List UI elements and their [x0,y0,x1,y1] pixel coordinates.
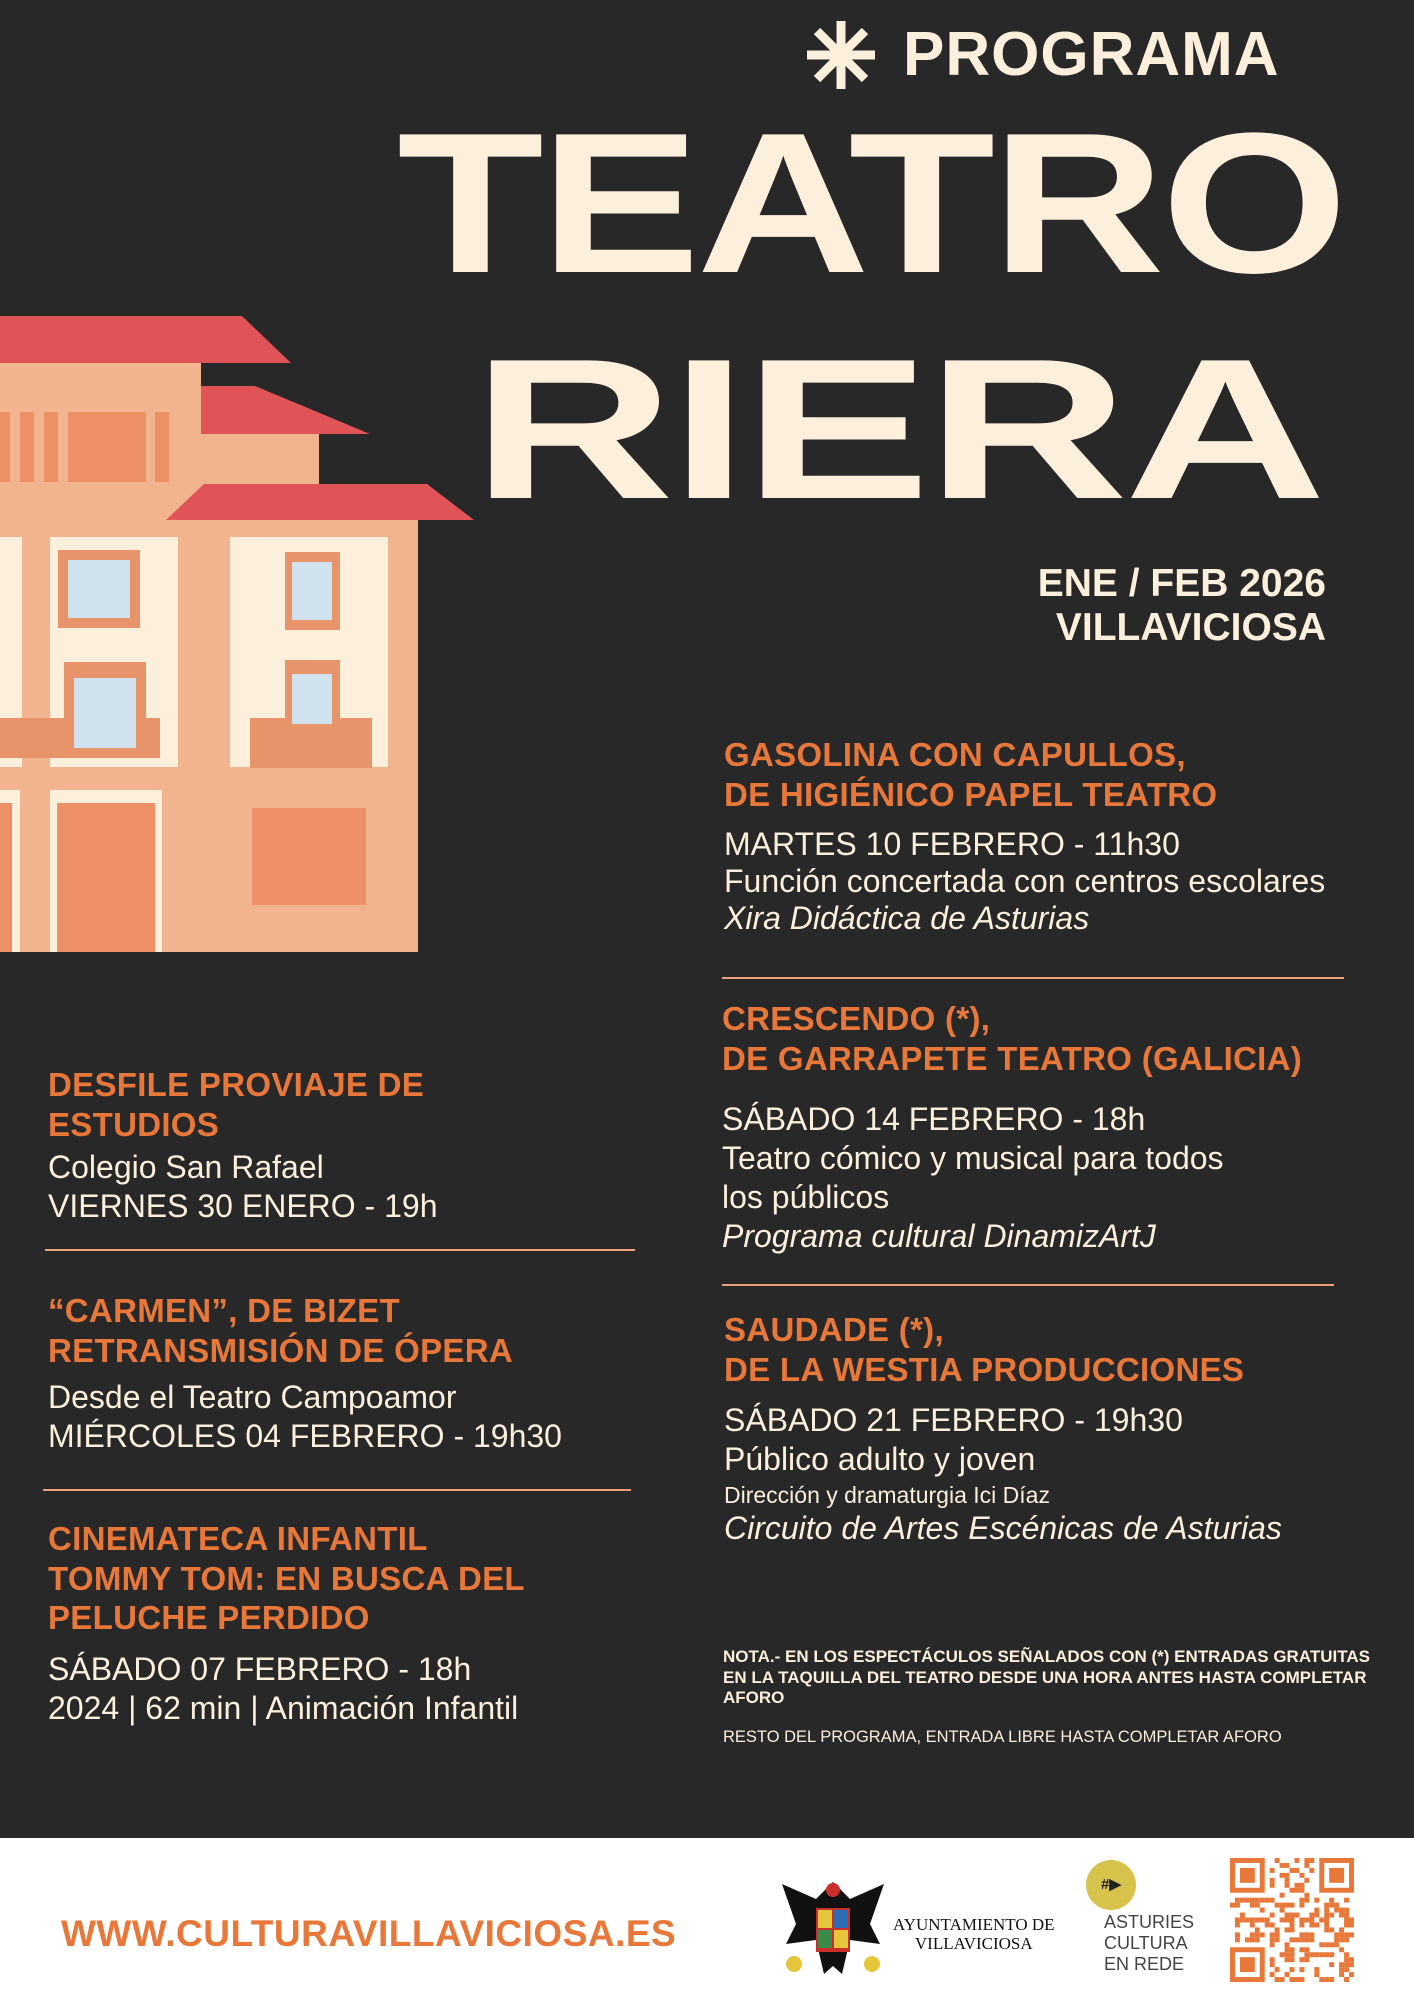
event-desfile: DESFILE PROVIAJE DE ESTUDIOS Colegio San Rafael VIERNES 30 ENERO - 19h [48,1066,438,1224]
qr-module [1285,1913,1290,1918]
qr-module [1250,1898,1255,1903]
qr-module [1344,1913,1349,1918]
rest-text: RESTO DEL PROGRAMA, ENTRADA LIBRE HASTA COMPLETAR AFORO [723,1728,1282,1746]
qr-module [1299,1898,1304,1903]
event-title: SAUDADE (*), DE LA WESTIA PRODUCCIONES [724,1311,1245,1388]
qr-module [1275,1967,1280,1972]
qr-module [1339,1927,1344,1932]
qr-module [1280,1977,1285,1982]
asturies-cultura-badge-icon: #▶ [1086,1860,1136,1910]
qr-module [1285,1878,1290,1883]
qr-module [1334,1908,1339,1913]
qr-module [1290,1888,1295,1893]
qr-module [1344,1977,1349,1982]
qr-module [1290,1918,1295,1923]
qr-module [1250,1903,1255,1908]
qr-module [1290,1922,1295,1927]
qr-module [1299,1967,1304,1972]
qr-module [1344,1898,1349,1903]
qr-module [1290,1927,1295,1932]
qr-module [1299,1903,1304,1908]
qr-module [1319,1942,1324,1947]
qr-module [1235,1918,1240,1923]
qr-module [1294,1937,1299,1942]
qr-module [1334,1903,1339,1908]
qr-module [1280,1893,1285,1898]
qr-module [1309,1922,1314,1927]
qr-module [1324,1942,1329,1947]
qr-module [1344,1918,1349,1923]
qr-module [1285,1927,1290,1932]
qr-module [1324,1952,1329,1957]
qr-module [1349,1962,1354,1967]
qr-module [1299,1977,1304,1982]
qr-module [1285,1918,1290,1923]
qr-module [1285,1883,1290,1888]
qr-module [1230,1903,1235,1908]
qr-module [1290,1947,1295,1952]
qr-module [1299,1873,1304,1878]
event-gasolina: GASOLINA CON CAPULLOS, DE HIGIÉNICO PAPEL TEATRO MARTES 10 FEBRERO - 11h30 Función concertada con centros escolares Xira Didáctica de Asturias [724,736,1326,936]
qr-module [1329,1952,1334,1957]
qr-module [1294,1883,1299,1888]
qr-module [1339,1937,1344,1942]
qr-module [1260,1932,1265,1937]
qr-module [1299,1922,1304,1927]
qr-module [1275,1932,1280,1937]
qr-module [1270,1868,1275,1873]
qr-module [1250,1922,1255,1927]
qr-module [1324,1908,1329,1913]
qr-module [1270,1972,1275,1977]
qr-module [1319,1952,1324,1957]
qr-module [1260,1918,1265,1923]
qr-module [1324,1922,1329,1927]
divider [722,1284,1334,1286]
qr-module [1240,1957,1255,1972]
qr-module [1319,1918,1324,1923]
qr-module [1324,1913,1329,1918]
qr-module [1339,1913,1344,1918]
qr-module [1265,1918,1270,1923]
event-cinemateca: CINEMATECA INFANTIL TOMMY TOM: EN BUSCA DEL PELUCHE PERDIDO SÁBADO 07 FEBRERO - 18h 2024 | 62 min | Animación Infantil [48,1520,525,1726]
qr-module [1304,1937,1309,1942]
qr-module [1319,1977,1324,1982]
qr-module [1349,1932,1354,1937]
qr-module [1245,1898,1250,1903]
qr-module [1344,1908,1349,1913]
qr-module [1344,1962,1349,1967]
qr-module [1314,1967,1319,1972]
qr-module [1304,1893,1309,1898]
qr-module [1334,1932,1339,1937]
qr-module [1270,1883,1275,1888]
qr-module [1324,1918,1329,1923]
qr-module [1280,1873,1285,1878]
qr-module [1280,1903,1285,1908]
qr-module [1294,1977,1299,1982]
qr-module [1285,1947,1290,1952]
event-carmen: “CARMEN”, DE BIZET RETRANSMISIÓN DE ÓPERA Desde el Teatro Campoamor MIÉRCOLES 04 FEBRERO - 19h30 [48,1292,562,1454]
website-link[interactable]: WWW.CULTURAVILLAVICIOSA.ES [61,1913,677,1954]
qr-module [1235,1932,1240,1937]
qr-module [1270,1932,1275,1937]
qr-code[interactable] [1230,1858,1354,1982]
qr-module [1290,1913,1295,1918]
qr-module [1280,1908,1285,1913]
qr-module [1240,1918,1245,1923]
qr-module [1329,1898,1334,1903]
event-crescendo: CRESCENDO (*), DE GARRAPETE TEATRO (GALICIA) SÁBADO 14 FEBRERO - 18h Teatro cómico y musical para todos los públicos Programa cultural DinamizArtJ [722,1000,1303,1254]
qr-module [1314,1898,1319,1903]
qr-module [1270,1962,1275,1967]
qr-module [1290,1977,1295,1982]
qr-module [1299,1918,1304,1923]
qr-module [1285,1957,1290,1962]
qr-module [1329,1942,1334,1947]
qr-module [1349,1918,1354,1923]
qr-module [1270,1878,1275,1883]
qr-module [1270,1937,1275,1942]
event-title: DESFILE PROVIAJE DE ESTUDIOS [48,1066,425,1143]
qr-module [1290,1868,1295,1873]
qr-module [1235,1898,1240,1903]
qr-module [1245,1918,1250,1923]
theater-building-illustration [0,316,480,956]
divider [43,1489,631,1491]
qr-module [1304,1947,1309,1952]
qr-module [1285,1952,1290,1957]
qr-module [1294,1888,1299,1893]
qr-module [1240,1913,1245,1918]
qr-module [1255,1932,1260,1937]
event-title: CRESCENDO (*), DE GARRAPETE TEATRO (GALICIA) [722,1000,1303,1077]
qr-module [1334,1937,1339,1942]
qr-module [1255,1927,1260,1932]
title-riera: RIERA [471,318,1322,541]
qr-module [1290,1957,1295,1962]
qr-module [1329,1913,1334,1918]
qr-module [1304,1918,1309,1923]
qr-module [1270,1913,1275,1918]
qr-module [1299,1957,1304,1962]
qr-module [1329,1868,1344,1883]
qr-module [1344,1932,1349,1937]
qr-module [1314,1972,1319,1977]
qr-module [1314,1952,1319,1957]
qr-module [1280,1918,1285,1923]
qr-module [1344,1967,1349,1972]
qr-module [1314,1913,1319,1918]
qr-module [1294,1858,1299,1863]
qr-module [1339,1967,1344,1972]
qr-module [1299,1932,1304,1937]
qr-module [1270,1922,1275,1927]
qr-module [1294,1913,1299,1918]
qr-module [1275,1903,1280,1908]
qr-module [1344,1957,1349,1962]
qr-module [1245,1937,1250,1942]
programa-kicker: PROGRAMA [805,20,1280,90]
qr-module [1314,1908,1319,1913]
qr-module [1309,1937,1314,1942]
qr-module [1304,1957,1309,1962]
qr-module [1349,1972,1354,1977]
qr-module [1240,1898,1245,1903]
divider [722,977,1344,979]
qr-module [1349,1922,1354,1927]
event-title: “CARMEN”, DE BIZET RETRANSMISIÓN DE ÓPERA [48,1292,513,1369]
qr-module [1255,1898,1260,1903]
qr-module [1344,1922,1349,1927]
qr-module [1324,1903,1329,1908]
qr-module [1334,1942,1339,1947]
qr-module [1324,1927,1329,1932]
qr-module [1290,1937,1295,1942]
qr-module [1275,1927,1280,1932]
divider [45,1249,635,1251]
qr-module [1299,1937,1304,1942]
qr-module [1235,1937,1240,1942]
qr-module [1329,1977,1334,1982]
qr-module [1299,1883,1304,1888]
qr-module [1299,1947,1304,1952]
qr-module [1240,1868,1255,1883]
qr-module [1275,1977,1280,1982]
qr-module [1344,1952,1349,1957]
qr-module [1309,1913,1314,1918]
qr-module [1299,1888,1304,1893]
title-teatro: TEATRO [396,92,1344,315]
qr-module [1339,1947,1344,1952]
qr-module [1260,1898,1265,1903]
qr-module [1309,1918,1314,1923]
qr-module [1275,1858,1280,1863]
qr-module [1285,1942,1290,1947]
qr-module [1349,1957,1354,1962]
qr-module [1339,1932,1344,1937]
qr-module [1329,1903,1334,1908]
villaviciosa-coat-of-arms-logo [780,1874,886,1978]
qr-module [1309,1858,1314,1863]
qr-module [1235,1922,1240,1927]
date-location: ENE / FEB 2026 VILLAVICIOSA [1037,562,1326,649]
qr-module [1304,1952,1309,1957]
asterisk-icon [805,19,877,91]
qr-module [1285,1903,1290,1908]
qr-module [1255,1918,1260,1923]
qr-module [1294,1868,1299,1873]
qr-module [1235,1903,1240,1908]
note-text: NOTA.- EN LOS ESPECTÁCULOS SEÑALADOS CON (*) ENTRADAS GRATUITAS EN LA TAQUILLA DEL TEATRO DESDE UNA HORA ANTES HASTA COMPLETAR AFORO [723,1647,1370,1707]
qr-module [1280,1952,1285,1957]
qr-module [1339,1962,1344,1967]
qr-module [1329,1927,1334,1932]
qr-module [1309,1932,1314,1937]
qr-module [1265,1898,1270,1903]
qr-module [1255,1937,1260,1942]
qr-module [1290,1903,1295,1908]
qr-module [1304,1878,1309,1883]
qr-module [1260,1908,1265,1913]
qr-module [1290,1952,1295,1957]
qr-module [1255,1903,1260,1908]
qr-module [1250,1937,1255,1942]
qr-module [1275,1937,1280,1942]
qr-module [1250,1932,1255,1937]
qr-module [1290,1967,1295,1972]
qr-module [1304,1858,1309,1863]
qr-module [1304,1898,1309,1903]
qr-module [1270,1957,1275,1962]
event-title: GASOLINA CON CAPULLOS, DE HIGIÉNICO PAPEL TEATRO [724,736,1218,813]
qr-module [1285,1863,1290,1868]
qr-module [1314,1922,1319,1927]
qr-module [1270,1942,1275,1947]
qr-module [1329,1962,1334,1967]
qr-module [1309,1952,1314,1957]
qr-module [1250,1918,1255,1923]
qr-module [1280,1863,1285,1868]
qr-module [1339,1972,1344,1977]
event-saudade: SAUDADE (*), DE LA WESTIA PRODUCCIONES SÁBADO 21 FEBRERO - 19h30 Público adulto y joven Dirección y dramaturgia Ici Díaz Circuito de Artes Escénicas de Asturias [724,1311,1282,1546]
qr-module [1304,1932,1309,1937]
qr-module [1285,1972,1290,1977]
qr-module [1344,1937,1349,1942]
qr-module [1285,1873,1290,1878]
qr-module [1339,1908,1344,1913]
qr-module [1309,1868,1314,1873]
ayuntamiento-label: AYUNTAMIENTO DE VILLAVICIOSA [893,1915,1055,1953]
asturies-cultura-label: ASTURIES CULTURA EN REDE [1104,1912,1195,1974]
qr-module [1324,1977,1329,1982]
event-title: CINEMATECA INFANTIL TOMMY TOM: EN BUSCA DEL PELUCHE PERDIDO [48,1520,525,1636]
qr-module [1270,1898,1275,1903]
qr-module [1304,1863,1309,1868]
qr-module [1265,1922,1270,1927]
